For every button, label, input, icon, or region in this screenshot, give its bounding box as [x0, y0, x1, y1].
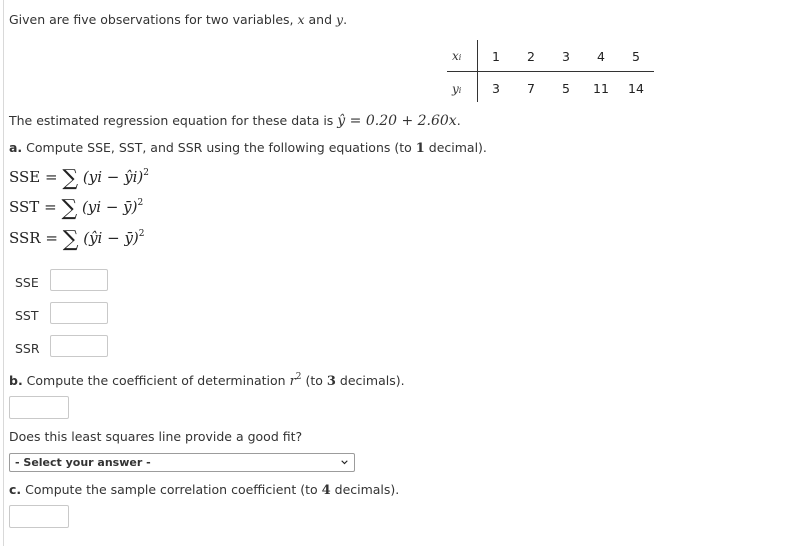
- sse-formula: SSE = ∑ (yi − ŷi)$^2$: [9, 166, 149, 191]
- regression-statement: The estimated regression equation for these data is ŷ = 0.20 + 2.60x.: [9, 113, 461, 129]
- sse-input[interactable]: [50, 269, 108, 291]
- left-border: [3, 0, 4, 546]
- y-value-cell: 5: [562, 81, 570, 96]
- r-squared-input[interactable]: [9, 396, 69, 419]
- part-b-prompt: b. Compute the coefficient of determination $r^2$ (to 3 decimals).: [9, 372, 405, 389]
- chevron-down-icon: [341, 459, 348, 466]
- y-value-cell: 3: [492, 81, 500, 96]
- part-a-prompt: a. Compute SSE, SST, and SSR using the following equations (to 1 decimal).: [9, 140, 487, 156]
- table-divider-horizontal: [447, 71, 654, 72]
- y-value-cell: 7: [527, 81, 535, 96]
- sst-input[interactable]: [50, 302, 108, 324]
- part-c-prompt: c. Compute the sample correlation coefficient (to 4 decimals).: [9, 482, 400, 498]
- ssr-input[interactable]: [50, 335, 108, 357]
- x-row-label: xi: [452, 49, 462, 63]
- y-value-cell: 14: [628, 81, 644, 96]
- sst-input-label: SST: [15, 308, 39, 323]
- sst-formula: SST = ∑ (yi − ȳ)$^2$: [9, 196, 144, 221]
- x-value-cell: 5: [632, 49, 640, 64]
- x-value-cell: 4: [597, 49, 605, 64]
- sse-input-label: SSE: [15, 275, 39, 290]
- x-value-cell: 3: [562, 49, 570, 64]
- ssr-formula: SSR = ∑ (ŷi − ȳ)$^2$: [9, 227, 145, 252]
- good-fit-select-value: - Select your answer -: [15, 456, 151, 469]
- ssr-input-label: SSR: [15, 341, 40, 356]
- good-fit-select[interactable]: [9, 453, 355, 472]
- y-row-label: yi: [452, 82, 462, 96]
- x-value-cell: 1: [492, 49, 500, 64]
- fit-question: Does this least squares line provide a good fit?: [9, 429, 303, 444]
- correlation-input[interactable]: [9, 505, 69, 528]
- x-value-cell: 2: [527, 49, 535, 64]
- y-value-cell: 11: [593, 81, 609, 96]
- regression-equation: ŷ = 0.20 + 2.60x: [337, 113, 457, 129]
- intro-text: Given are five observations for two variables, x and y.: [9, 12, 348, 27]
